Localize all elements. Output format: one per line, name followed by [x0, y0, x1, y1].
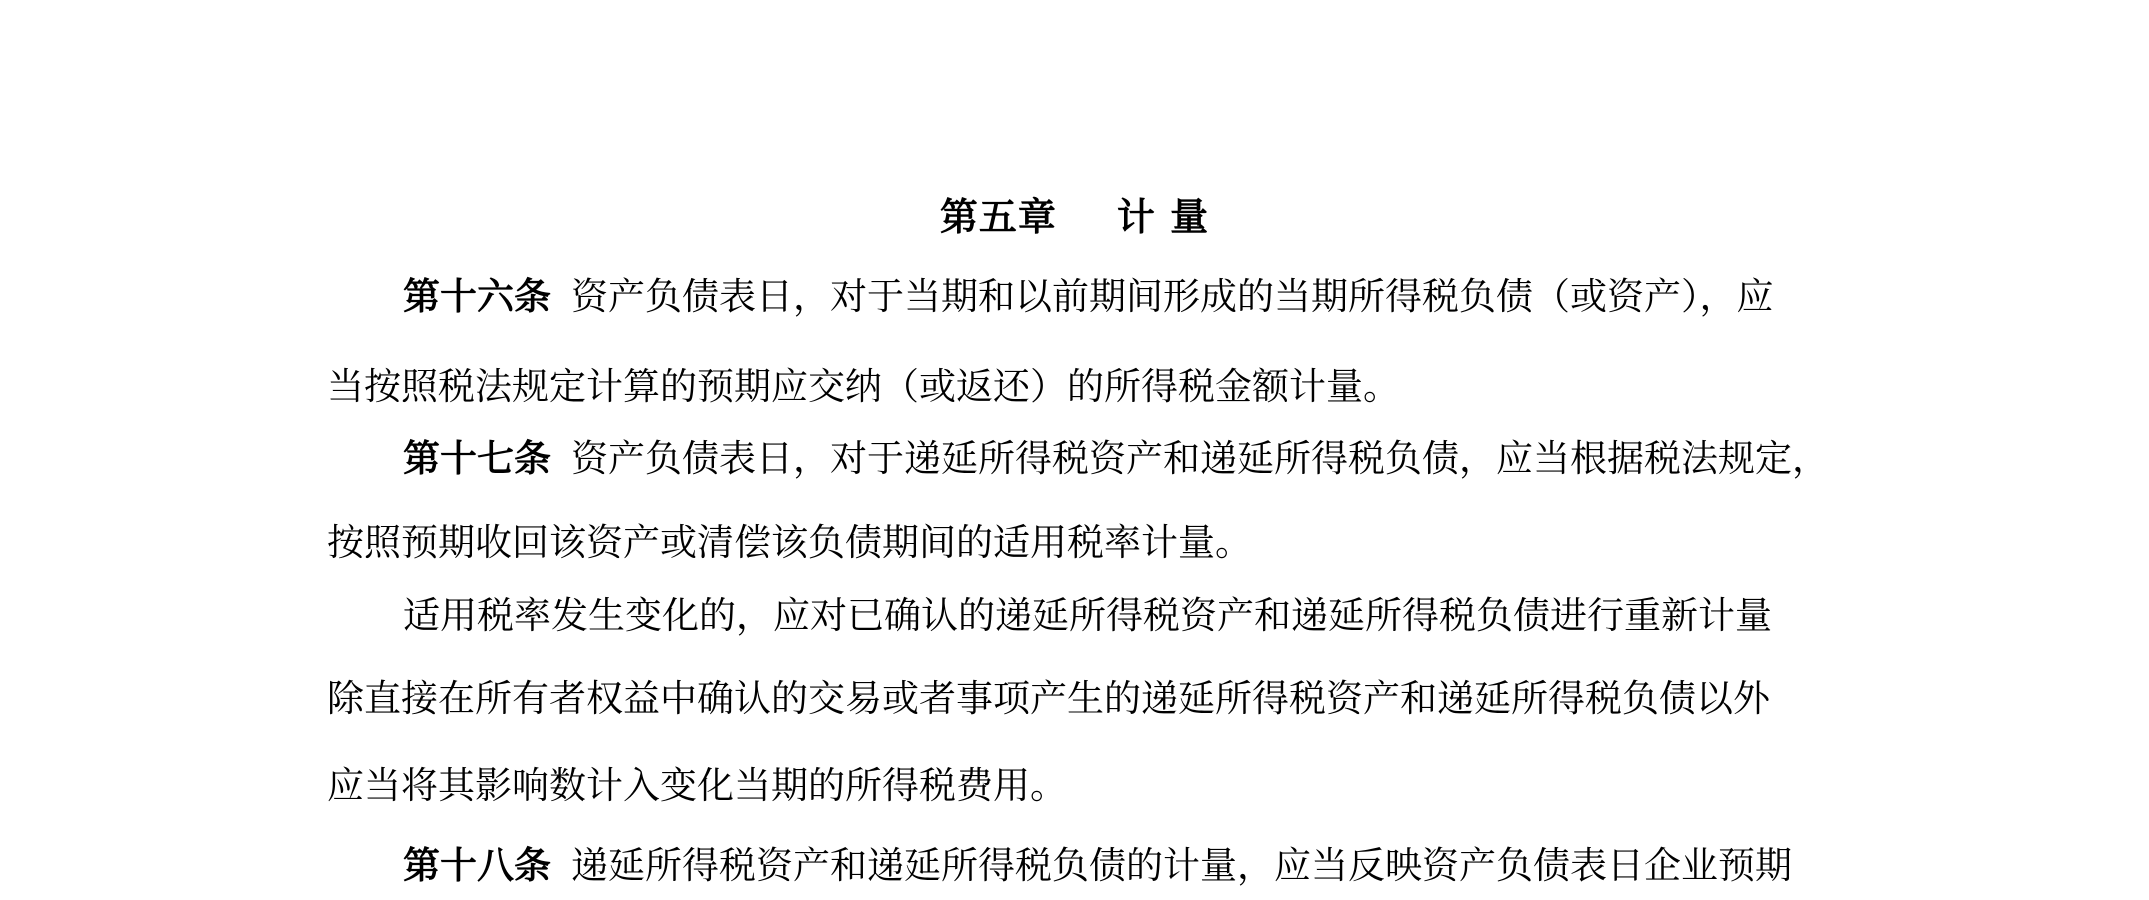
paragraph-line: [327, 356, 1400, 410]
paragraph-line: [403, 428, 1829, 482]
chapter-heading: [0, 186, 2149, 241]
paragraph-text: 按照预期收回该资产或清偿该负债期间的适用税率计量。: [327, 521, 1252, 564]
paragraph-line: [327, 668, 1770, 722]
paragraph-text: 递延所得税资产和递延所得税负债的计量，应当反映资产负债表日企业预期: [571, 844, 1792, 887]
article-number: 第十七条: [403, 436, 551, 480]
paragraph-text: 应当将其影响数计入变化当期的所得税费用。: [327, 764, 1067, 807]
paragraph-text: 资产负债表日，对于当期和以前期间形成的当期所得税负债（或资产），应: [571, 275, 1774, 318]
paragraph-line: [403, 585, 1772, 639]
paragraph-text: 除直接在所有者权益中确认的交易或者事项产生的递延所得税资产和递延所得税负债以外: [327, 677, 1770, 720]
paragraph-line: [327, 512, 1252, 566]
chapter-label: 第五章: [939, 194, 1057, 239]
paragraph-line: [403, 835, 1792, 889]
chapter-title: 计 量: [1116, 194, 1210, 239]
paragraph-text: 资产负债表日，对于递延所得税资产和递延所得税负债，应当根据税法规定，: [571, 437, 1829, 480]
paragraph-line: [327, 755, 1067, 809]
article-number: 第十六条: [403, 274, 551, 318]
paragraph-line: [403, 266, 1774, 320]
paragraph-text: 适用税率发生变化的，应对已确认的递延所得税资产和递延所得税负债进行重新计量: [403, 594, 1772, 637]
paragraph-text: 当按照税法规定计算的预期应交纳（或返还）的所得税金额计量。: [327, 365, 1400, 408]
article-number: 第十八条: [403, 843, 551, 887]
